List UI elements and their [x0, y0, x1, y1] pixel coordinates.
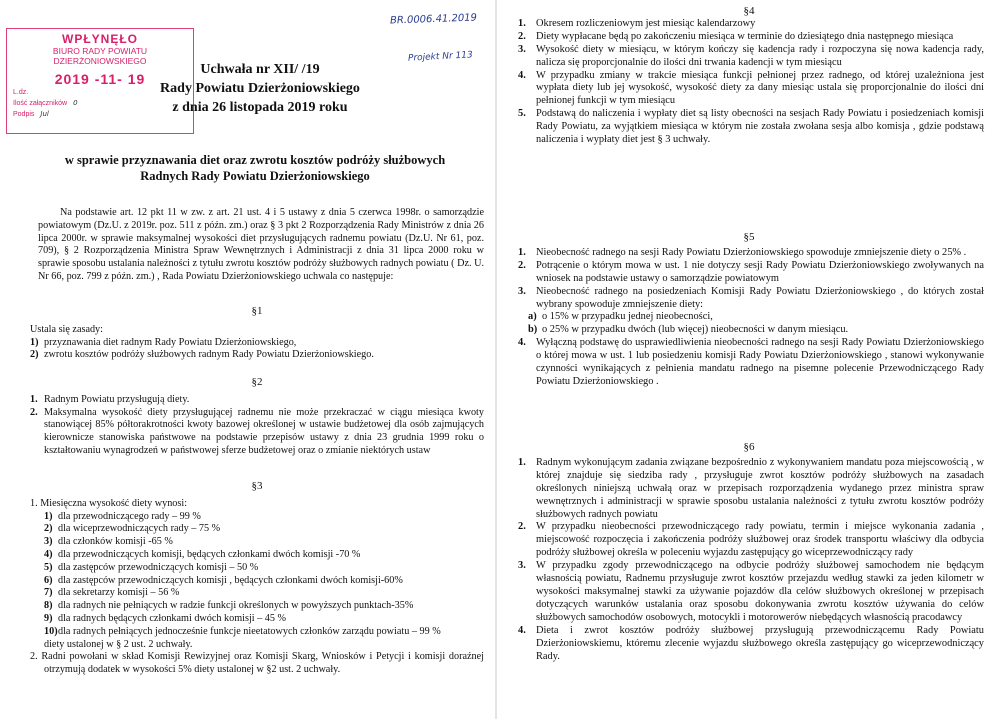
section-2-list	[30, 394, 484, 458]
section-5-item-text: Nieobecność radnego na sesji Rady Powiatu Dzierżoniowskiego spowoduje zmniejszenie diety o 25% .	[536, 246, 967, 258]
section-3-rate-item	[30, 587, 484, 600]
section-5-item-number: 2.	[518, 259, 526, 271]
section-5-subitem	[514, 324, 984, 337]
section-5-item-number: 1.	[518, 246, 526, 258]
section-1-item-number: 1)	[30, 336, 39, 348]
section-5-item-text: Potrącenie o którym mowa w ust. 1 nie dotyczy sesji Rady Powiatu Dzierżoniowskiego zwoływanych na wniosek na podstawie ustawy o samorządzie powiatowym	[536, 259, 984, 284]
section-6-item	[514, 521, 984, 560]
section-6-item	[514, 625, 984, 664]
section-4-item	[514, 108, 984, 147]
handwritten-project-number: Projekt Nr 113	[407, 50, 473, 64]
section-3-p1: 1. Miesięczna wysokość diety wynosi:	[30, 497, 188, 509]
stamp-office-2: DZIERŻONIOWSKIEGO	[53, 56, 147, 66]
section-3-rate-item-number: 10)	[44, 625, 58, 637]
section-3-rate-item-text: dla sekretarzy komisji – 56 %	[58, 587, 180, 599]
section-1-intro: Ustala się zasady:	[30, 323, 103, 335]
section-6-item-number: 2.	[518, 521, 526, 533]
page-divider	[495, 0, 497, 719]
section-6-item-text: W przypadku nieobecności przewodniczącego rady powiatu, termin i miejsce wykonania zadania , miejscowość rozpoczęcia i zakończenia podróży służbowej oraz środek transportu właściwy dla odbycia podróży służbowej określa w poleceniu wyjazdu zastępujący go wiceprzewodniczący rady	[536, 521, 984, 559]
section-1-item-text: zwrotu kosztów podróży służbowych radnym Rady Powiatu Dzierżoniowskiego.	[44, 349, 374, 361]
section-4-list	[514, 18, 984, 147]
subject-line-2: Radnych Rady Powiatu Dzierżoniowskiego	[140, 169, 370, 183]
section-6-item-number: 1.	[518, 456, 526, 468]
section-5-item	[514, 260, 984, 286]
section-1-list	[30, 337, 484, 363]
section-3-rates	[30, 511, 484, 639]
section-4-item-text: Okresem rozliczeniowym jest miesiąc kalendarzowy	[536, 17, 756, 29]
section-4-item-text: Podstawą do naliczenia i wypłaty diet są listy obecności na sesjach Rady Powiatu i posiedzeniach komisji Rady Powiatu, za wyjątkiem miesiąca w którym nie została zwołana sesja albo komisja , gdzie podstawą naliczenia i wypłaty diet jest § 3 uchwały.	[536, 108, 984, 146]
section-1	[30, 305, 484, 362]
resolution-subject	[20, 152, 490, 184]
section-2-item-number: 2.	[30, 406, 38, 418]
section-4-item-number: 3.	[518, 43, 526, 55]
section-3-rate-item-number: 6)	[44, 574, 53, 586]
section-5-subitem-text: o 15% w przypadku jednej nieobecności,	[542, 311, 713, 323]
section-3-rate-item	[30, 600, 484, 613]
section-5-item	[514, 286, 984, 312]
section-3-rate-item-text: dla przewodniczących komisji, będących członkami dwóch komisji -70 %	[58, 548, 361, 560]
section-3-rate-item-text: dla przewodniczącego rady – 99 %	[58, 510, 201, 522]
section-6-item	[514, 457, 984, 522]
section-3-tail: diety ustalonej w § 2 ust. 2 uchwały.	[44, 638, 193, 650]
section-4-item-number: 5.	[518, 108, 526, 120]
section-3-p2: 2. Radni powołani w skład Komisji Rewizyjnej oraz Komisji Skarg, Wniosków i Petycji i komisji doraźnej otrzymują dodatek w wysokości 5% diety ustalonej w §2 ust. 2 uchwały.	[30, 651, 484, 676]
section-3	[30, 480, 484, 677]
section-4	[514, 5, 984, 147]
section-3-rate-item-number: 1)	[44, 510, 53, 522]
section-3-rate-item-number: 2)	[44, 523, 53, 535]
section-6-item-number: 3.	[518, 560, 526, 572]
section-2-heading: §2	[251, 376, 263, 388]
title-line-3: z dnia 26 listopada 2019 roku	[172, 100, 348, 115]
title-line-2: Rady Powiatu Dzierżoniowskiego	[160, 81, 360, 96]
section-5-subitem	[514, 311, 984, 324]
section-6-item-number: 4.	[518, 624, 526, 636]
stamp-office: BIURO RADY POWIATU	[52, 46, 148, 56]
section-3-rate-item	[30, 536, 484, 549]
section-3-rate-item-number: 7)	[44, 587, 53, 599]
section-6-heading: §6	[743, 441, 755, 453]
section-5-item-4: 4. Wyłączną podstawę do usprawiedliwienia nieobecności radnego na sesji Rady Powiatu Dzierżoniowskiego o której mowa w ust. 1 lub posiedzeniu komisji Rady Powiatu Dzierżoniowskiego , stanowi wykonywanie czynności wynikających z pełnienia mandatu radnego na pisemne polecenie Przewodniczącego Rady Powiatu Dzierżoniowskiego .	[518, 337, 984, 387]
section-3-rate-item	[30, 549, 484, 562]
section-3-rate-item-text: dla zastępców przewodniczących komisji – 50 %	[58, 561, 259, 573]
section-1-item-number: 2)	[30, 349, 39, 361]
document-page-left	[0, 0, 492, 719]
section-3-rate-item-number: 4)	[44, 548, 53, 560]
section-5-subitem-text: o 25% w przypadku dwóch (lub więcej) nieobecności w danym miesiącu.	[542, 324, 849, 336]
section-3-rate-item-number: 8)	[44, 600, 53, 612]
section-5-item-number: 3.	[518, 285, 526, 297]
section-6-item-text: W przypadku zgody przewodniczącego na odbycie podróży służbowej samochodem nie będącym własnością powiatu, Radnemu przysługuje zwrot kosztów przejazdu według stawki za jeden kilometr w wysokości maksymalnej stawki za używanie pojazdów dla celów służbowych określonej w przepisach dotyczących warunków ustalania oraz sposobu dokonywania zwrotu kosztów używania do celów służbowych samochodów osobowych, motocykli i motorowerów niebędących własnością pracodawcy	[536, 560, 984, 623]
section-4-item	[514, 70, 984, 109]
preamble: Na podstawie art. 12 pkt 11 w zw. z art. 21 ust. 4 i 5 ustawy z dnia 5 czerwca 1998r. o samorządzie powiatowym (Dz.U. z 2019r. poz. 511 z późn. zm.) oraz § 3 pkt 2 Rozporządzenia Rady Ministrów z dnia 26 lipca 2000r. w sprawie maksymalnej wysokości diet przysługujących radnemu powiatu (Dz.U. Nr 61, poz. 709), § 2 Rozporządzenia Ministra Spraw Wewnętrznych i Administracji z dnia 31 lipca 2000 roku w sprawie sposobu ustalania należności z tytułu zwrotu kosztów podróży służbowych radnych powiatu ( Dz. U. Nr 66, poz. 799 z późn. zm.) , Rada Powiatu Dzierżoniowskiego uchwala co następuje:	[38, 207, 484, 282]
subject-line-1: w sprawie przyznawania diet oraz zwrotu kosztów podróży służbowych	[64, 153, 446, 167]
section-5-heading: §5	[743, 231, 755, 243]
section-6-item-text: Dieta i zwrot kosztów podróży służbowej przysługują przewodniczącemu Rady Powiatu Dzierżoniowskiemu, któremu zlecenie wyjazdu służbowego określa zastępujący go wiceprzewodniczący Rady.	[536, 624, 984, 662]
section-5-list	[514, 247, 984, 312]
section-2-item-text: Maksymalna wysokość diety przysługującej radnemu nie może przekraczać w ciągu miesiąca kwoty stanowiącej 85% półtorakrotności kwoty bazowej określonej w ustawie budżetowej dla osób zajmujących kierownicze stanowiska państwowe na podstawie przepisów ustawy z dnia 23 grudnia 1999 roku o kształtowaniu wynagrodzeń w państwowej sferze budżetowej oraz o zmianie niektórych ustaw	[44, 406, 484, 456]
section-2-item-text: Radnym Powiatu przysługują diety.	[44, 393, 190, 405]
section-3-rate-item	[30, 562, 484, 575]
section-3-rate-item-text: dla członków komisji -65 %	[58, 536, 173, 548]
section-3-rate-item	[30, 523, 484, 536]
section-1-item	[30, 349, 484, 362]
handwritten-ref-number: BR.0006.41.2019	[389, 12, 478, 27]
section-1-item	[30, 337, 484, 350]
section-5	[514, 231, 984, 389]
section-3-rate-item-text: dla radnych będących członkami dwóch komisji – 45 %	[58, 612, 287, 624]
section-4-item-text: Wysokość diety w miesiącu, w którym kończy się kadencja rady i rozpoczyna się nowa kadencja rady, nalicza się proporcjonalnie do ilości dni trwania kadencji w tym miesiącu	[536, 43, 984, 68]
stamp-date: 2019 -11- 19	[54, 71, 146, 87]
section-2	[30, 376, 484, 458]
title-line-1: Uchwała nr XII/ /19	[200, 62, 320, 77]
section-3-rate-item-text: dla wiceprzewodniczących rady – 75 %	[58, 523, 221, 535]
stamp-field-signature: Podpis Jul	[13, 110, 49, 118]
document-page-right	[500, 0, 1000, 719]
stamp-title: WPŁYNĘŁO	[62, 32, 138, 46]
section-4-item-number: 2.	[518, 30, 526, 42]
section-1-heading: §1	[251, 305, 263, 317]
section-3-rate-item-text: dla radnych nie pełniących w radzie funkcji określonych w powyższych punktach-35%	[58, 600, 414, 612]
section-3-rate-item-text: dla radnych pełniących jednocześnie funkcje nieetatowych członków zarządu powiatu – 99 %	[58, 625, 441, 637]
section-3-rate-item	[30, 511, 484, 524]
section-3-heading: §3	[251, 480, 263, 492]
section-1-item-text: przyznawania diet radnym Rady Powiatu Dzierżoniowskiego,	[44, 336, 297, 348]
section-3-rate-item	[30, 626, 484, 639]
section-4-item-text: Diety wypłacane będą po zakończeniu miesiąca w terminie do dziesiątego dnia następnego miesiąca	[536, 30, 954, 42]
section-5-sublist	[514, 311, 984, 337]
section-3-rate-item	[30, 613, 484, 626]
section-6-item-text: Radnym wykonującym zadania związane bezpośrednio z wykonywaniem mandatu poza miejscowością , w której znajduje się siedziba rady , przysługuje zwrot kosztów podróży służbowych na zasadach określonych niniejszą uchwałą oraz w przepisach rozporządzenia wydanego przez ministra spraw wewnętrznych i administracji w sprawie sposobu ustalania należności z tytułu zwrotu kosztów podróży służbowych radnych powiatu	[536, 456, 984, 520]
section-4-item	[514, 18, 984, 31]
section-3-rate-item-text: dla zastępców przewodniczących komisji , będących członkami dwóch komisji-60%	[58, 574, 403, 586]
section-3-rate-item-number: 5)	[44, 561, 53, 573]
section-4-heading: §4	[743, 5, 755, 17]
section-6-list	[514, 457, 984, 664]
section-3-rate-item	[30, 575, 484, 588]
section-6-item	[514, 560, 984, 625]
section-3-rate-item-number: 3)	[44, 536, 53, 548]
section-4-item	[514, 31, 984, 44]
stamp-field-attachments: Ilość załączników 0	[13, 99, 78, 107]
section-6	[514, 441, 984, 663]
section-5-item	[514, 247, 984, 260]
section-3-rate-item-number: 9)	[44, 612, 53, 624]
section-4-item	[514, 44, 984, 70]
section-2-item	[30, 394, 484, 407]
section-5-item-text: Nieobecność radnego na posiedzeniach Komisji Rady Powiatu Dzierżoniowskiego , do których został wybrany spowoduje zmniejszenie diety:	[536, 285, 984, 310]
section-4-item-text: W przypadku zmiany w trakcie miesiąca funkcji pełnionej przez radnego, od której uzależniona jest wypłata diety lub jej wysokość, wysokość diety za dany miesiąc ustala się proporcjonalnie do ilości dni pełnionej funkcji w tym miesiącu	[536, 69, 984, 107]
section-2-item-number: 1.	[30, 393, 38, 405]
section-4-item-number: 1.	[518, 17, 526, 29]
resolution-title	[100, 60, 420, 117]
section-5-subitem-number: b)	[528, 324, 538, 336]
section-5-subitem-number: a)	[528, 311, 537, 323]
section-4-item-number: 4.	[518, 69, 526, 81]
section-2-item	[30, 407, 484, 458]
stamp-field-ldz: L.dz.	[13, 89, 29, 96]
